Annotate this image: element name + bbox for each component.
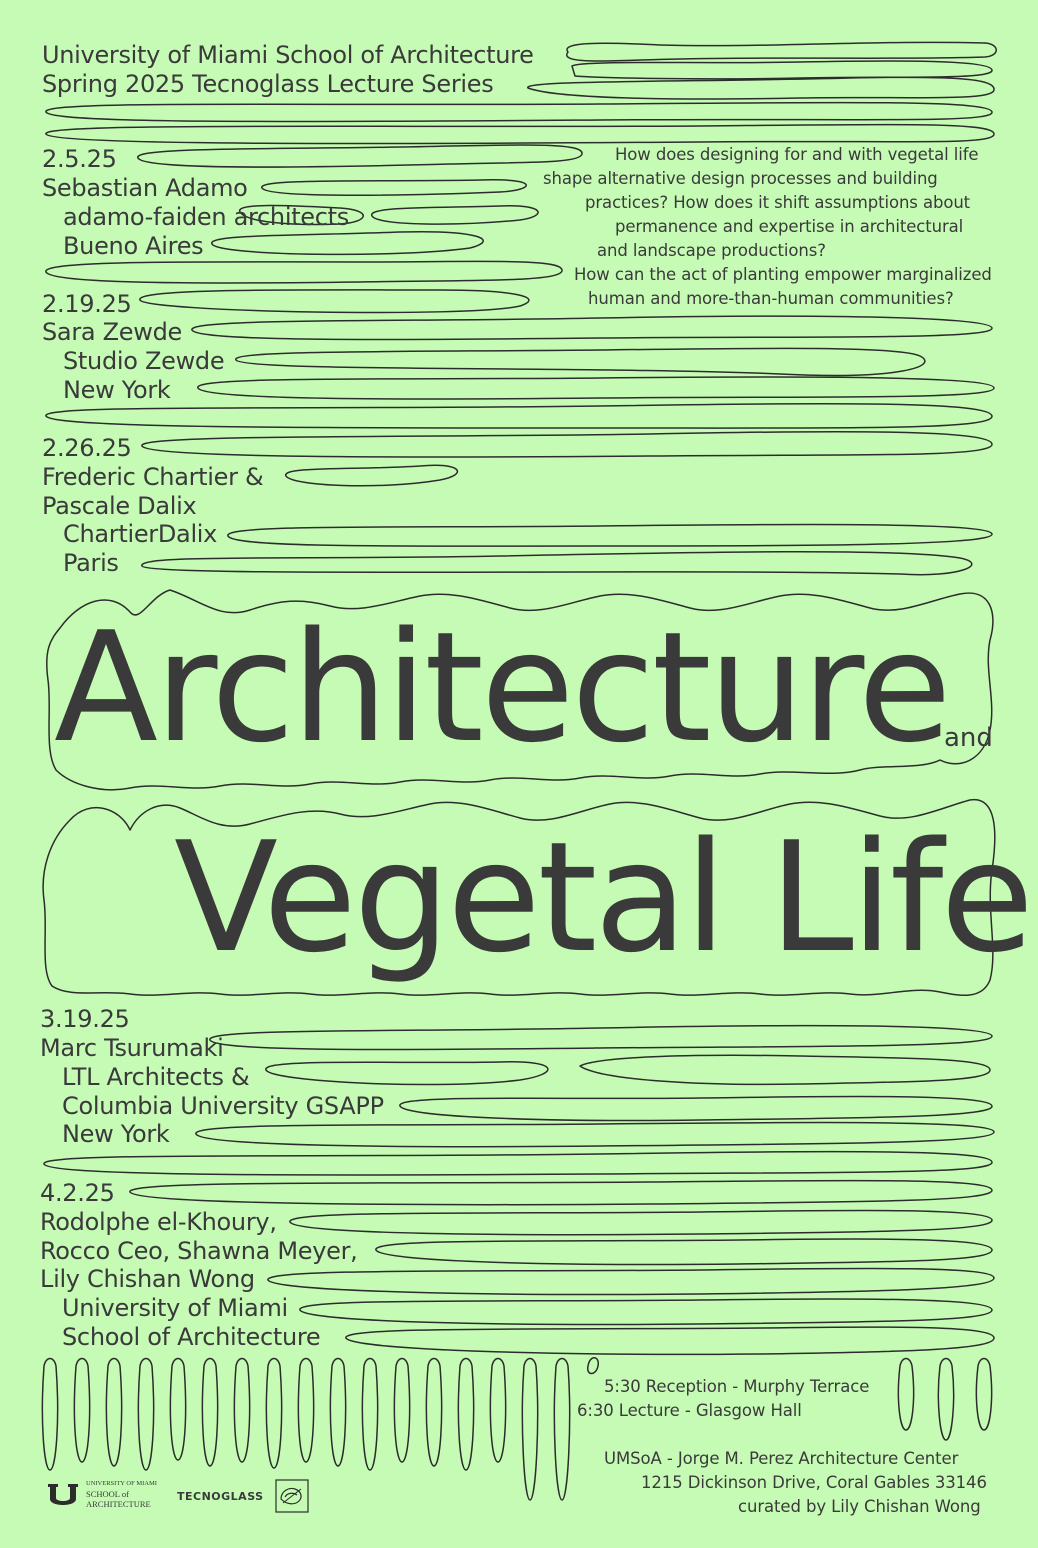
venue-name: UMSoA - Jorge M. Perez Architecture Center [604, 1449, 959, 1468]
event-speaker: Rodolphe el-Khoury, [40, 1208, 277, 1236]
question-line: How can the act of planting empower marginalized [574, 265, 992, 284]
schedule-reception: 5:30 Reception - Murphy Terrace [604, 1377, 870, 1396]
question-line: shape alternative design processes and building [543, 169, 938, 188]
venue-address: 1215 Dickinson Drive, Coral Gables 33146 [641, 1473, 987, 1492]
event-org: University of Miami [62, 1294, 288, 1322]
event-city: New York [62, 1120, 170, 1148]
header-school: University of Miami School of Architecture [42, 41, 534, 69]
event-org: adamo-faiden architects [63, 203, 349, 231]
event-speaker: Marc Tsurumaki [40, 1034, 224, 1062]
question-line: human and more-than-human communities? [588, 289, 954, 308]
title-connector: and [944, 723, 993, 753]
sponsor-logo [177, 1478, 313, 1514]
event-speaker: Pascale Dalix [42, 492, 197, 520]
event-org: School of Architecture [62, 1323, 321, 1351]
event-speaker: Rocco Ceo, Shawna Meyer, [40, 1237, 358, 1265]
event-org: Columbia University GSAPP [62, 1092, 384, 1120]
event-org: LTL Architects & [62, 1063, 250, 1091]
event-date: 4.2.25 [40, 1179, 115, 1207]
tecnoglass-mark-icon [275, 1479, 309, 1513]
title-architecture: Architecture [54, 599, 949, 776]
question-line: practices? How does it shift assumptions about [585, 193, 971, 212]
question-line: permanence and expertise in architectural [615, 217, 964, 236]
um-logo-line2: SCHOOL of [86, 1489, 129, 1499]
schedule-lecture: 6:30 Lecture - Glasgow Hall [577, 1401, 802, 1420]
event-speaker: Sara Zewde [42, 318, 182, 346]
event-date: 2.19.25 [42, 290, 132, 318]
question-line: How does designing for and with vegetal life [615, 145, 979, 164]
event-speaker: Lily Chishan Wong [40, 1265, 255, 1293]
sponsor-wordmark: TECNOGLASS [177, 1490, 264, 1503]
um-logo-line1: UNIVERSITY OF MIAMI [86, 1480, 157, 1487]
header-series: Spring 2025 Tecnoglass Lecture Series [42, 70, 494, 98]
event-org: ChartierDalix [63, 520, 218, 548]
event-city: Bueno Aires [63, 232, 204, 260]
event-city: New York [63, 376, 171, 404]
university-u-logo-icon [46, 1482, 80, 1508]
event-speaker: Frederic Chartier & [42, 463, 264, 491]
event-date: 3.19.25 [40, 1005, 130, 1033]
event-city: Paris [63, 549, 119, 577]
event-date: 2.5.25 [42, 145, 117, 173]
um-logo-line3: ARCHITECTURE [86, 1499, 151, 1509]
title-vegetal-life: Vegetal Life [174, 809, 1031, 986]
event-speaker: Sebastian Adamo [42, 174, 248, 202]
question-line: and landscape productions? [597, 241, 826, 260]
curator-credit: curated by Lily Chishan Wong [738, 1497, 981, 1516]
university-logo [42, 1478, 177, 1512]
event-org: Studio Zewde [63, 347, 225, 375]
event-date: 2.26.25 [42, 434, 132, 462]
